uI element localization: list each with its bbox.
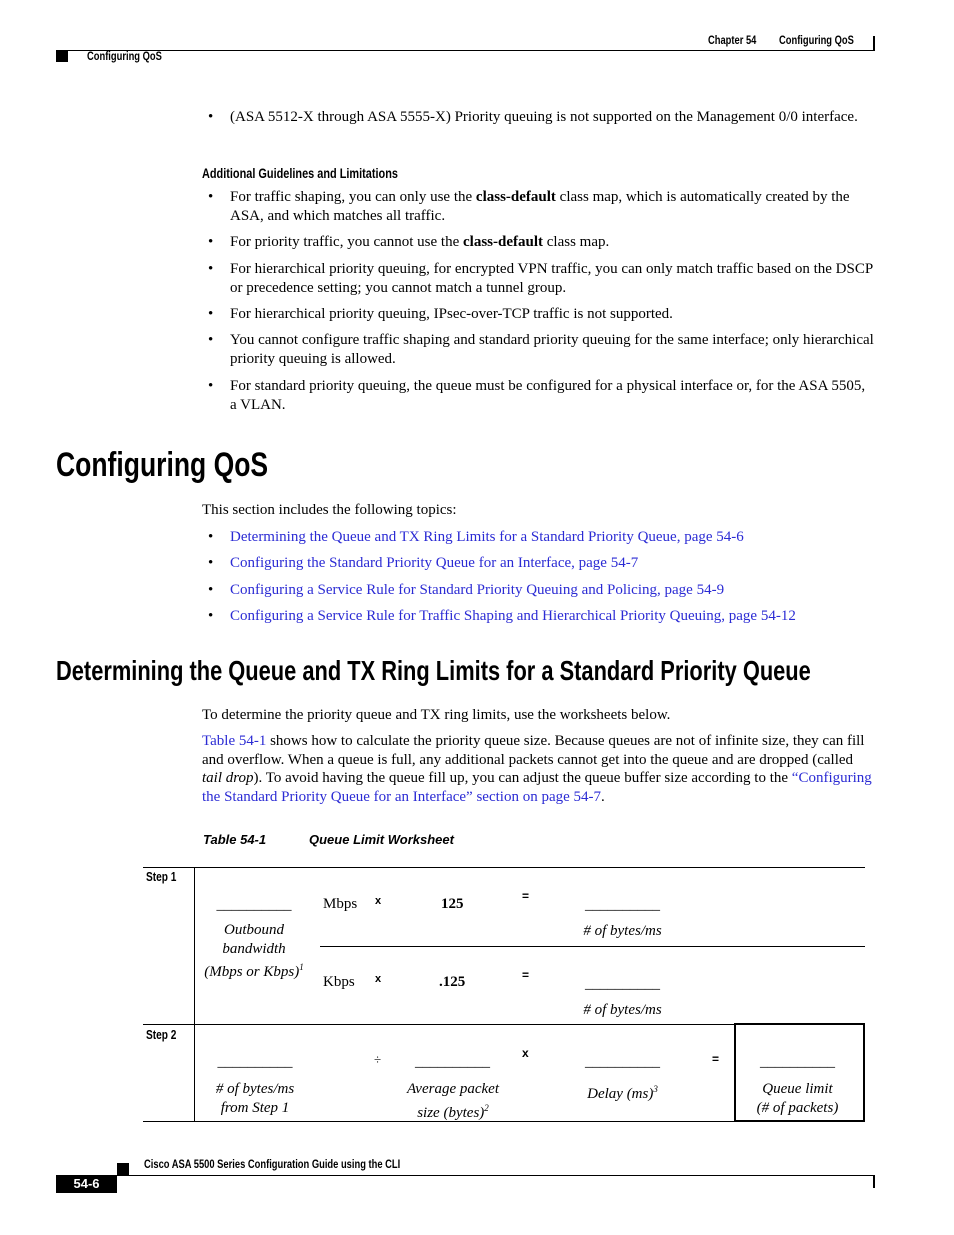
paragraph: To determine the priority queue and TX ring limits, use the worksheets below. <box>202 707 671 723</box>
guidelines-heading-text: Additional Guidelines and Limitations <box>202 165 398 181</box>
chapter-number: Chapter 54 <box>708 33 757 47</box>
topic-link[interactable]: Configuring a Service Rule for Traffic Shaping and Hierarchical Priority Queuing, page 54-12 <box>230 608 796 624</box>
section-label: Configuring QoS <box>87 49 162 63</box>
footer-guide-title <box>144 1157 473 1171</box>
unit-kbps: Kbps <box>323 974 355 990</box>
step-label <box>146 1027 185 1042</box>
table-caption: Queue Limit Worksheet <box>309 832 454 847</box>
term: tail drop <box>202 770 254 786</box>
bytes-from-step1-label <box>196 1080 314 1117</box>
result-label: # of bytes/ms <box>583 923 662 939</box>
topic-link[interactable]: Configuring the Standard Priority Queue for an Interface, page 54-7 <box>230 555 639 571</box>
footer-rule <box>117 1175 875 1176</box>
header-marker <box>56 50 68 62</box>
factor: .125 <box>439 974 466 990</box>
chapter-title: Configuring QoS <box>779 33 854 47</box>
subsection-heading-text: Determining the Queue and TX Ring Limits for a Standard Priority Queue <box>56 655 811 686</box>
table-rule <box>143 867 865 868</box>
text: ). To avoid having the queue fill up, you can adjust the queue buffer size according to the <box>253 770 792 786</box>
operator: = <box>522 889 530 903</box>
text: (# of packets) <box>756 1099 839 1116</box>
unit-mbps: Mbps <box>323 896 358 912</box>
list-item-text: For hierarchical priority queuing, for encrypted VPN traffic, you can only match traffic based on the DSCP or precedence setting; you cannot match a tunnel group. <box>230 261 873 296</box>
blank-field: __________ <box>760 1054 835 1070</box>
keyword: class-default <box>463 234 543 250</box>
header-rule-tick <box>873 36 875 50</box>
running-header-title <box>779 33 875 47</box>
text: Queue limit <box>762 1081 833 1097</box>
list-item-text: You cannot configure traffic shaping and standard priority queuing for the same interface; only hierarchical priority queuing is allowed. <box>230 332 874 367</box>
subsection-heading <box>56 655 954 687</box>
blank-field: __________ <box>415 1054 490 1070</box>
result-label: # of bytes/ms <box>583 1002 662 1018</box>
keyword: class-default <box>475 189 556 205</box>
section-intro: This section includes the following topics: <box>202 502 457 518</box>
step-2-label: Step 2 <box>146 1027 177 1042</box>
table-link[interactable]: Table 54-1 <box>202 733 267 749</box>
footer-marker <box>117 1163 129 1175</box>
list-item-text: For hierarchical priority queuing, IPsec-over-TCP traffic is not supported. <box>230 306 673 322</box>
guidelines-heading <box>202 165 453 181</box>
footnote-ref: 1 <box>299 962 304 972</box>
step-1-label: Step 1 <box>146 869 177 884</box>
operator: = <box>712 1052 720 1066</box>
operator: x <box>375 973 382 985</box>
footnote-ref: 3 <box>653 1084 658 1094</box>
text: shows how to calculate the priority queue size. Because queues are not of infinite size, they can fill and overflow. When a queue is full, any additional packets cannot get into the queue and are dropped (called <box>202 733 865 768</box>
section-heading <box>56 446 328 485</box>
text: (Mbps or Kbps) <box>204 964 300 980</box>
blank-field: __________ <box>216 897 292 913</box>
section-link[interactable]: “Configuring the Standard Priority Queue for an Interface” section on page 54-7 <box>202 770 872 805</box>
paragraph <box>202 732 874 806</box>
guide-title: Cisco ASA 5500 Series Configuration Guide using the CLI <box>144 1157 401 1171</box>
running-header-section <box>87 49 183 63</box>
text: Delay (ms) <box>587 1086 654 1102</box>
text: Average packet <box>406 1081 500 1097</box>
text: For traffic shaping, you can only use the <box>230 189 476 205</box>
document-page: Chapter 54 Configuring QoS Configuring QoS • (ASA 5512-X through ASA 5555-X) Priority queuing is not supported on the Management 0/0 interface. Additional Guidelines and Limitations • For traffic shaping, you can only use the class-default class map, which is automatically created by the ASA, and which matches all traffic. • For priority traffic, you cannot use the class-default class map. • For hierarchical priority queuing, for encrypted VPN traffic, you can only match traffic based on the DSCP or precedence setting; you cannot match a tunnel group. • For hierarchical priority queuing, IPsec-over-TCP traffic is not supported. • You cannot configure traffic shaping and standard priority queuing for the same interface; only hierarchical priority queuing is allowed. • For standard priority queuing, the queue must be configured for a physical interface or, for the ASA 5505, a VLAN. Configuring QoS This section includes the following topics: • Determining the Queue and TX Ring Limits for a Standard Priority Queue, page 54-6 • Configuring the Standard Priority Queue for an Interface, page 54-7 • Configuring a Service Rule for Standard Priority Queuing and Policing, page 54-9 • Configuring a Service Rule for Traffic Shaping and Hierarchical Priority Queuing, page 54-12 Determining the Queue and TX Ring Limits for a Standard Priority Queue To determine the priority queue and TX ring limits, use the worksheets below. Table 54-1 shows how to calculate the priority queue size. Because queues are not of infinite size, they can fill and overflow. When a queue is full, any additional packets cannot get into the queue and are dropped (called tail drop). To avoid having the queue fill up, you can adjust the queue buffer size according to the “Configuring the Standard Priority Queue for an Interface” section on page 54-7. Table 54-1 Queue Limit Worksheet Step 1 __________ Outbound bandwidth (Mbps or Kbps)$^1$ Mbps x 125 = __________ # of bytes/ms Kbps x .125 = __________ # of bytes/ms Step 2 __________ # of bytes/ms from Step 1 ÷ __________ Average packet size (bytes)$^2$ x __________ Delay (ms)$^3$ = __________ Queue limit (# of packets) Cisco ASA 5500 Series Configuration Guide using the CLI 54-6 <box>0 0 954 1235</box>
text: from Step 1 <box>220 1099 290 1116</box>
outbound-label <box>196 921 312 982</box>
topic-link[interactable]: Configuring a Service Rule for Standard Priority Queuing and Policing, page 54-9 <box>230 582 725 598</box>
text: Outbound <box>224 922 284 938</box>
operator: ÷ <box>374 1052 382 1067</box>
step-label <box>146 869 185 884</box>
text: # of bytes/ms <box>215 1081 295 1097</box>
table-rule <box>320 946 865 947</box>
table-rule <box>194 867 195 1122</box>
section-heading-text: Configuring QoS <box>56 446 269 484</box>
blank-field: __________ <box>217 1054 293 1070</box>
avg-packet-label <box>390 1080 516 1122</box>
text: class map, which is automatically created by the ASA, and which matches all traffic. <box>230 189 850 224</box>
page-number-box <box>56 1175 117 1193</box>
blank-field: __________ <box>585 897 660 913</box>
operator: x <box>375 895 382 907</box>
footnote-ref: 2 <box>484 1102 489 1113</box>
table-number: Table 54-1 <box>203 832 267 847</box>
queue-limit-label <box>740 1080 855 1117</box>
operator: = <box>522 968 530 982</box>
text: class map. <box>543 234 610 250</box>
topic-link[interactable]: Determining the Queue and TX Ring Limits for a Standard Priority Queue, page 54-6 <box>230 529 744 545</box>
operator: x <box>522 1046 529 1060</box>
list-item-text: For standard priority queuing, the queue must be configured for a physical interface or, for the ASA 5505, a VLAN. <box>230 378 866 413</box>
list-item-text: (ASA 5512-X through ASA 5555-X) Priority queuing is not supported on the Management 0/0 interface. <box>230 109 858 125</box>
text: . <box>601 788 605 805</box>
delay-label <box>565 1080 680 1104</box>
factor: 125 <box>441 896 464 912</box>
blank-field: __________ <box>585 1054 660 1070</box>
footer-rule-tick <box>873 1175 875 1188</box>
text: bandwidth <box>222 940 286 957</box>
text: size (bytes) <box>417 1104 485 1121</box>
running-header-chapter <box>708 33 770 47</box>
text: For priority traffic, you cannot use the <box>230 234 463 250</box>
blank-field: __________ <box>585 976 660 992</box>
page-number: 54-6 <box>73 1176 100 1191</box>
